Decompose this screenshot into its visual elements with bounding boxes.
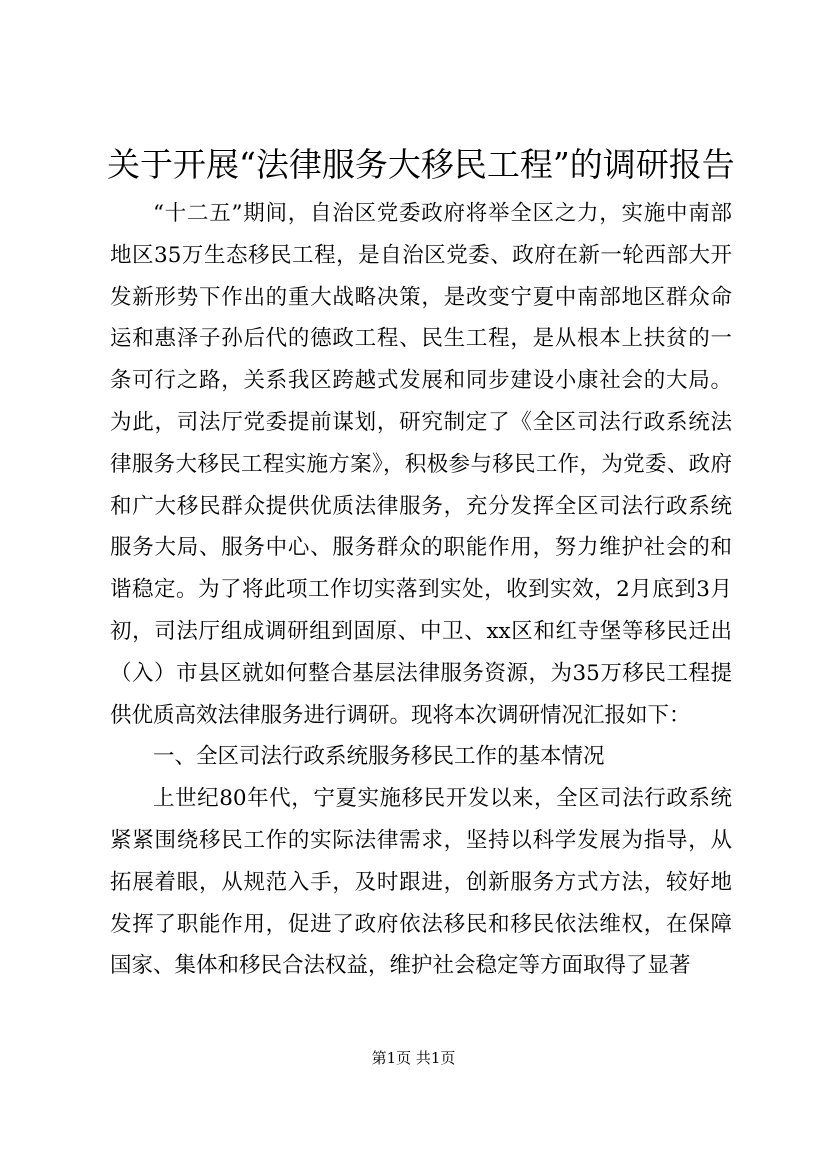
document-body bbox=[110, 193, 732, 987]
page-footer: 第1页 共1页 bbox=[371, 1049, 456, 1067]
section-heading: 一、全区司法行政系统服务移民工作的基本情况 bbox=[153, 744, 605, 770]
intro-paragraph: “十二五”期间，自治区党委政府将举全区之力，实施中南部地区35万生态移民工程，是自治区党委、政府在新一轮西部大开发新形势下作出的重大战略决策，是改变宁夏中南部地区群众命运和惠泽子孙后代的德政工程、民生工程，是从根本上扶贫的一条可行之路，关系我区跨越式发展和同步建设小康社会的大局。为此，司法厅党委提前谋划，研究制定了《全区司法行政系统法律服务大移民工程实施方案》，积极参与移民工作，为党委、政府和广大移民群众提供优质法律服务，充分发挥全区司法行政系统服务大局、服务中心、服务群众的职能作用，努力维护社会的和谐稳定。为了将此项工作切实落到实处，收到实效，2月底到3月初，司法厅组成调研组到固原、中卫、xx区和红寺堡等移民迁出（入）市县区就如何整合基层法律服务资源，为35万移民工程提供优质高效法律服务进行调研。现将本次调研情况汇报如下： bbox=[110, 201, 732, 728]
document-title: 关于开展“法律服务大移民工程”的调研报告 bbox=[107, 145, 735, 184]
section-paragraph: 上世纪80年代，宁夏实施移民开发以来，全区司法行政系统紧紧围绕移民工作的实际法律需求，坚持以科学发展为指导，从拓展着眼，从规范入手，及时跟进，创新服务方式方法，较好地发挥了职能作用，促进了政府依法移民和移民依法维权，在保障国家、集体和移民合法权益，维护社会稳定等方面取得了显著 bbox=[110, 786, 732, 979]
